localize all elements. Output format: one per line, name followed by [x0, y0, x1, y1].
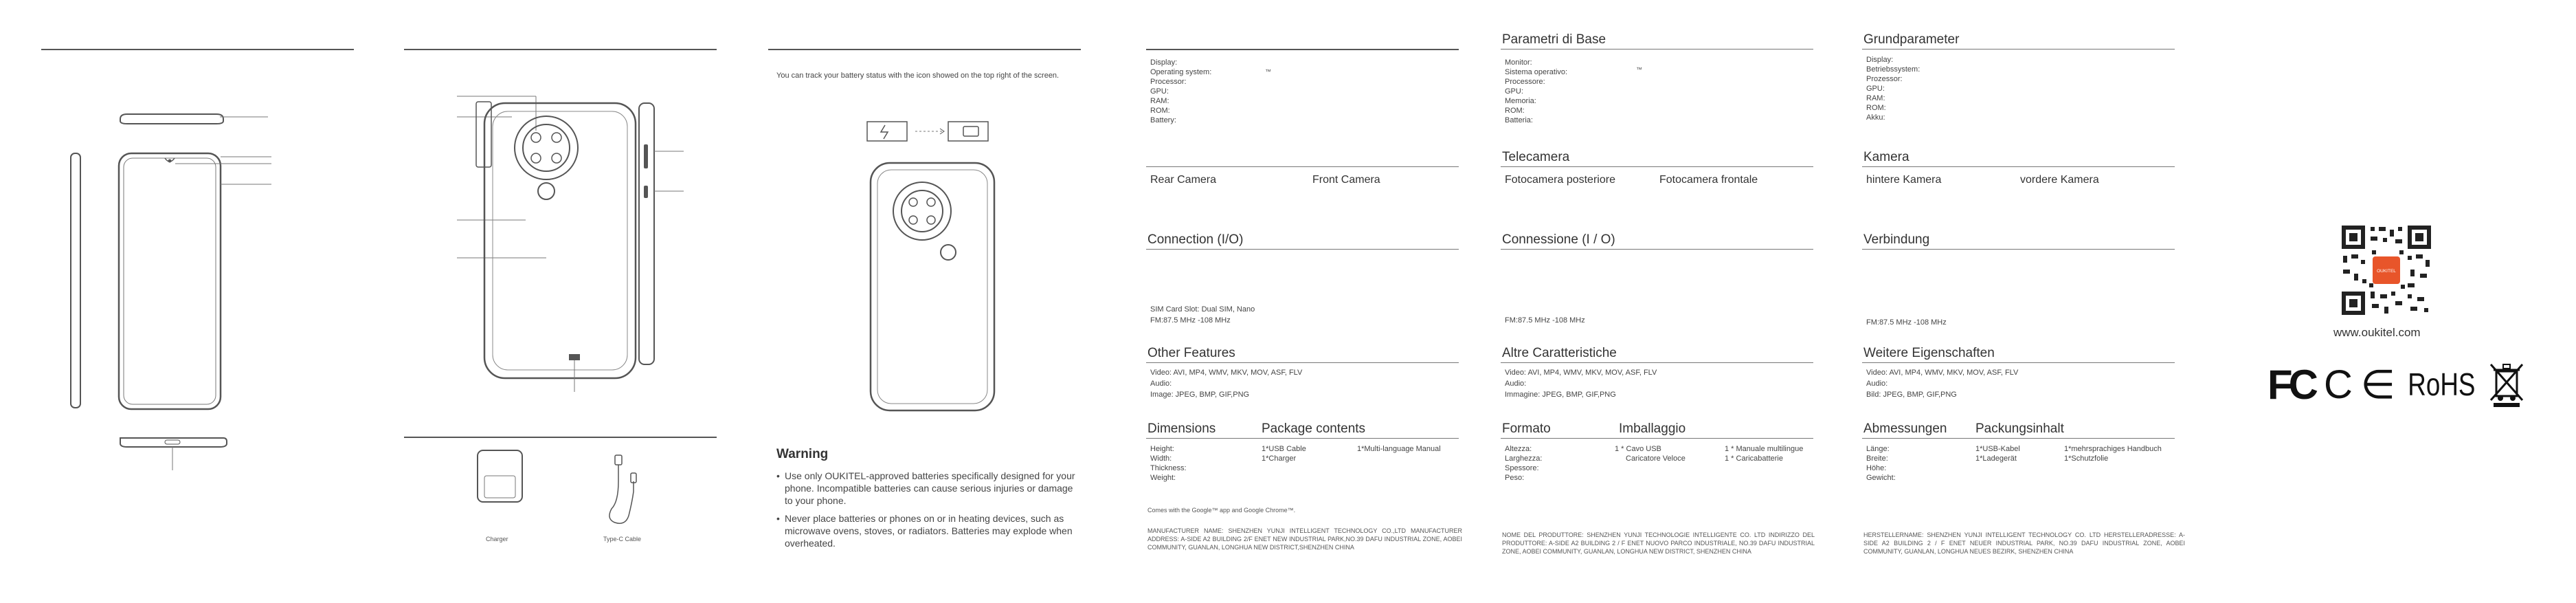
spec-label: Prozessor: [1866, 75, 1903, 83]
warning-item: • Use only OUKITEL-approved batteries specifically designed for your phone. Incompatible batteries can cause serious injuries or damage to your phone. [776, 470, 1079, 507]
other-line: Immagine: JPEG, BMP, GIF,PNG [1505, 391, 1616, 399]
package-title: Package contents [1262, 421, 1366, 436]
manufacturer-info: MANUFACTURER NAME: SHENZHEN YUNJI INTELLIGENT TECHNOLOGY CO.,LTD MANUFACTURER ADDRESS: A-SIDE A2 BUILDING 2/F ENET NEW INDUSTRIAL PARK,NO.39 DAFU INDUSTRIAL ZONE, AOBEI COMMUNITY, GUANLAN, LONGHUA NEW DISTRICT,SHENZHEN CHINA [1147, 527, 1462, 551]
spec-label: Monitor: [1505, 58, 1532, 67]
trademark-mark: ™ [1636, 66, 1642, 73]
battery-note: You can track your battery status with the icon showed on the top right of the screen. [776, 72, 1060, 80]
divider [1862, 249, 2175, 250]
cable-label: Type-C Cable [603, 536, 642, 542]
dim-label: Larghezza: [1505, 454, 1543, 463]
other-line: Audio: [1866, 380, 1888, 388]
google-note: Comes with the Google™ app and Google Chrome™. [1147, 507, 1296, 514]
other-line: Video: AVI, MP4, WMV, MKV, MOV, ASF, FLV [1866, 369, 2019, 377]
package-col-2 [1725, 444, 1803, 463]
package-item: 1*Ladegerät [1975, 454, 2017, 463]
warning-list [776, 470, 1079, 555]
manufacturer-info: NOME DEL PRODUTTORE: SHENZHEN YUNJI TECHNOLOGIE INTELLIGENTE CO. LTD INDIRIZZO DEL PRODUTTORE: A-SIDE A2 BUILDING 2 / F ENET NUOVO PARCO INDUSTRIALE, NO.39 DAFU INDUSTRIAL ZONE, AOBEI COMMUNITY, GUANLAN, LONGHUA NEW DISTRICT, SHENZHEN CHINA [1502, 531, 1815, 555]
format-title: Formato [1502, 421, 1551, 436]
divider [404, 437, 717, 438]
divider [1862, 362, 2175, 363]
package-title: Imballaggio [1619, 421, 1686, 436]
dimensions-title: Abmessungen [1863, 421, 1947, 436]
phone-top-edge-illustration [117, 109, 227, 129]
dim-label: Gewicht: [1866, 474, 1896, 482]
divider [1862, 438, 2175, 439]
package-col-1 [1262, 444, 1306, 463]
battery-status-icons [867, 118, 1005, 146]
divider [1501, 438, 1813, 439]
dim-label: Width: [1150, 454, 1172, 463]
package-title: Packungsinhalt [1975, 421, 2064, 436]
dim-label: Weight: [1150, 474, 1176, 482]
package-item: 1 * Manuale multilingue [1725, 445, 1804, 453]
rohs-mark: RoHS [2408, 366, 2476, 402]
divider [1146, 362, 1459, 363]
fcc-mark: FC [2267, 361, 2314, 408]
other-line: Audio: [1505, 380, 1527, 388]
other-features-title: Other Features [1147, 346, 1235, 360]
rear-camera-label: hintere Kamera [1866, 174, 1942, 186]
rear-camera-label: Fotocamera posteriore [1505, 174, 1615, 186]
charger-label: Charger [486, 536, 508, 542]
package-item: 1*Multi-language Manual [1357, 445, 1441, 453]
divider [768, 49, 1081, 50]
warning-item: • Never place batteries or phones on or in heating devices, such as microwave ovens, stoves, or radiators. Batteries may explode when overheated. [776, 512, 1079, 549]
spec-label: Batteria: [1505, 116, 1533, 124]
spec-label: GPU: [1505, 87, 1523, 96]
dim-label: Thickness: [1150, 464, 1187, 472]
phone-front-illustration [65, 150, 223, 411]
divider [1501, 249, 1813, 250]
connection-title: Verbindung [1863, 232, 1930, 247]
package-item: 1*Charger [1262, 454, 1297, 463]
dim-label: Height: [1150, 445, 1174, 453]
qr-code [2342, 226, 2431, 315]
connection-title: Connessione (I / O) [1502, 232, 1615, 247]
charger-icon [474, 447, 529, 509]
phone-bottom-edge-illustration [117, 435, 268, 476]
front-camera-label: Fotocamera frontale [1659, 174, 1758, 186]
connection-line: FM:87.5 MHz -108 MHz [1866, 318, 1947, 327]
package-item: 1*mehrsprachiges Handbuch [2064, 445, 2162, 453]
package-col-1 [1975, 444, 2020, 463]
divider [1146, 249, 1459, 250]
certification-marks [2267, 360, 2525, 408]
dim-label: Breite: [1866, 454, 1888, 463]
other-line: Bild: JPEG, BMP, GIF,PNG [1866, 391, 1957, 399]
other-line: Image: JPEG, BMP, GIF,PNG [1150, 391, 1250, 399]
spec-label: GPU: [1150, 87, 1169, 96]
package-item: 1*Schutzfolie [2064, 454, 2109, 463]
divider [1146, 166, 1459, 167]
rear-camera-label: Rear Camera [1150, 174, 1217, 186]
spec-label: Battery: [1150, 116, 1176, 124]
dim-label: Länge: [1866, 445, 1890, 453]
divider [41, 49, 354, 50]
basic-params-title: Parametri di Base [1502, 32, 1606, 47]
spec-label: Display: [1866, 56, 1894, 64]
divider [1501, 49, 1813, 50]
manufacturer-info: HERSTELLERNAME: SHENZHEN YUNJI INTELLIGENT TECHNOLOGY CO. LTD HERSTELLERADRESSE: A-SIDE A2 BUILDING 2 / F ENET NEUER INDUSTRIAL PARK, NO.39 DAFU INDUSTRIAL ZONE, AOBEI COMMUNITY, GUANLAN, LONGHUA NEUES BEZIRK, SHENZHEN CHINA [1863, 531, 2185, 555]
divider [1146, 49, 1459, 50]
camera-title: Kamera [1863, 150, 1909, 164]
spec-label: RAM: [1150, 97, 1169, 105]
spec-label: GPU: [1866, 85, 1885, 93]
ce-mark: C ∈ [2323, 362, 2396, 407]
divider [404, 49, 717, 50]
dimensions-title: Dimensions [1147, 421, 1216, 436]
qr-badge-text: OUKITEL [2377, 269, 2396, 274]
spec-label: RAM: [1866, 94, 1885, 102]
other-line: Video: AVI, MP4, WMV, MKV, MOV, ASF, FLV [1150, 369, 1303, 377]
spec-label: Sistema operativo: [1505, 68, 1568, 76]
spec-label: Operating system: [1150, 68, 1212, 76]
weee-bin-icon [2488, 360, 2525, 408]
connection-line: SIM Card Slot: Dual SIM, Nano [1150, 305, 1255, 314]
spec-labels [1866, 55, 1920, 122]
spec-label: Display: [1150, 58, 1178, 67]
package-col-2 [1357, 444, 1441, 454]
trademark-mark: ™ [1265, 68, 1271, 75]
spec-label: Processore: [1505, 78, 1545, 86]
spec-label: ROM: [1505, 107, 1525, 115]
front-camera-label: vordere Kamera [2020, 174, 2099, 186]
spec-label: ROM: [1150, 107, 1170, 115]
website[interactable]: www.oukitel.com [2333, 326, 2421, 339]
dimension-labels [1150, 444, 1187, 483]
connection-line: FM:87.5 MHz -108 MHz [1505, 316, 1585, 325]
phone-back-illustration-2 [867, 160, 1005, 421]
dimension-labels [1866, 444, 1896, 483]
dim-label: Altezza: [1505, 445, 1532, 453]
package-item: 1 * Caricabatterie [1725, 454, 1783, 463]
basic-params-title: Grundparameter [1863, 32, 1960, 47]
package-item: 1*USB-Kabel [1975, 445, 2020, 453]
phone-back-illustration [457, 89, 684, 378]
spec-label: Memoria: [1505, 97, 1536, 105]
divider [1146, 438, 1459, 439]
package-col-2 [2064, 444, 2162, 463]
spec-label: Betriebssystem: [1866, 65, 1920, 74]
spec-label: Akku: [1866, 113, 1885, 122]
divider [1862, 166, 2175, 167]
divider [1501, 166, 1813, 167]
dim-label: Peso: [1505, 474, 1525, 482]
camera-title: Telecamera [1502, 150, 1570, 164]
front-camera-label: Front Camera [1312, 174, 1380, 186]
other-features-title: Altre Caratteristiche [1502, 346, 1617, 360]
type-c-cable-icon [605, 454, 653, 529]
package-item: 1*USB Cable [1262, 445, 1306, 453]
other-line: Video: AVI, MP4, WMV, MKV, MOV, ASF, FLV [1505, 369, 1657, 377]
connection-line: FM:87.5 MHz -108 MHz [1150, 316, 1231, 325]
dimension-labels [1505, 444, 1542, 483]
connection-title: Connection (I/O) [1147, 232, 1244, 247]
dim-label: Spessore: [1505, 464, 1539, 472]
divider [1501, 362, 1813, 363]
spec-labels [1505, 58, 1567, 125]
spec-label: Processor: [1150, 78, 1187, 86]
spec-labels [1150, 58, 1211, 125]
package-col-1 [1615, 444, 1685, 463]
spec-label: ROM: [1866, 104, 1886, 112]
warning-title: Warning [776, 447, 829, 461]
other-features-title: Weitere Eigenschaften [1863, 346, 1995, 360]
package-item: 1 * Cavo USB [1615, 445, 1661, 453]
other-line: Audio: [1150, 380, 1172, 388]
dim-label: Höhe: [1866, 464, 1887, 472]
divider [1862, 49, 2175, 50]
package-item: Caricatore Veloce [1626, 454, 1685, 463]
